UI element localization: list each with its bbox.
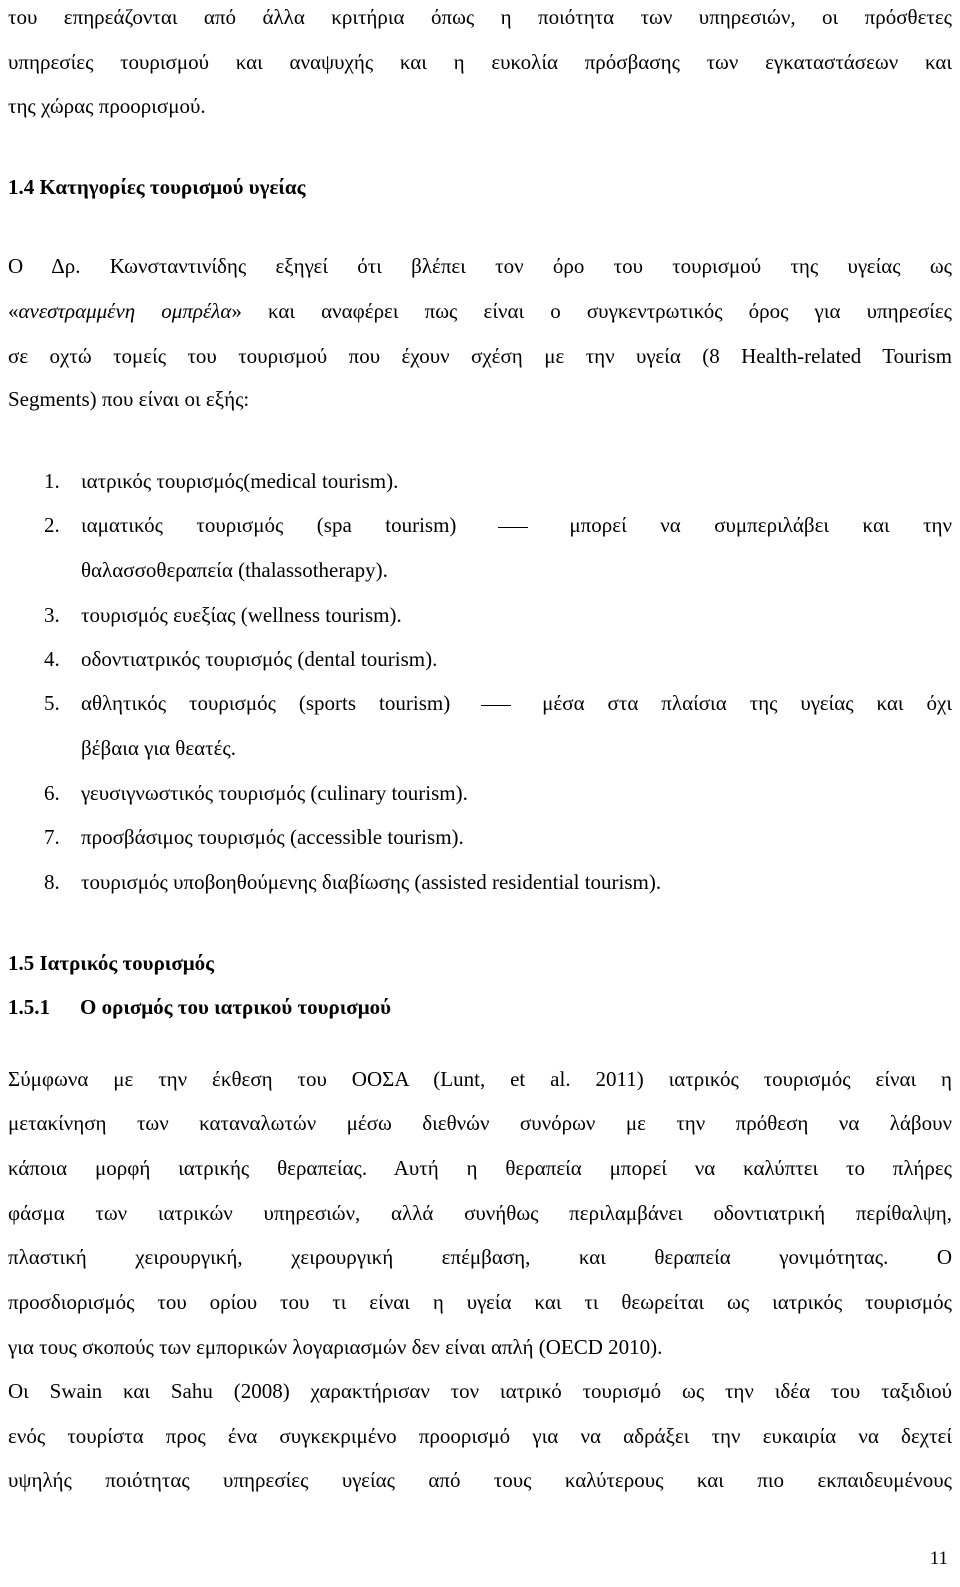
paragraph-line [8,298,952,324]
list-item: προσβάσιμος τουρισμός (accessible tourism). [81,825,464,849]
paragraph-line: Ο Δρ. Κωνσταντινίδης εξηγεί ότι βλέπει τον όρο του τουρισμού της υγείας ως [8,254,952,278]
paragraph-line: κάποια μορφή ιατρικής θεραπείας. Αυτή η θεραπεία μπορεί να καλύπτει το πλήρες [8,1156,952,1180]
subsection-number: 1.5.1 [8,995,50,1019]
list-number: 5. [44,691,60,715]
list-number: 7. [44,825,60,849]
subsection-heading-1-5-1: Ο ορισμός του ιατρικού τουρισμού [80,995,392,1019]
list-number: 6. [44,781,60,805]
list-item: τουρισμός ευεξίας (wellness tourism). [81,603,402,627]
paragraph-line: της χώρας προορισμού. [8,94,206,118]
list-number: 8. [44,870,60,894]
list-item: γευσιγνωστικός τουρισμός (culinary tourism). [81,781,468,805]
paragraph-line: Οι Swain και Sahu (2008) χαρακτήρισαν τον ιατρικό τουρισμό ως την ιδέα του ταξιδιού [8,1379,952,1403]
paragraph-line: υπηρεσίες τουρισμού και αναψυχής και η ευκολία πρόσβασης των εγκαταστάσεων και [8,50,952,74]
paragraph-line: υψηλής ποιότητας υπηρεσίες υγείας από τους καλύτερους και πιο εκπαιδευμένους [8,1468,952,1492]
paragraph-line: του επηρεάζονται από άλλα κριτήρια όπως η ποιότητα των υπηρεσιών, οι πρόσθετες [8,5,952,29]
list-item: οδοντιατρικός τουρισμός (dental tourism). [81,647,438,671]
list-item-part: αθλητικός τουρισμός (sports tourism) [81,691,451,715]
list-item [81,512,952,538]
list-item: τουρισμός υποβοηθούμενης διαβίωσης (assisted residential tourism). [81,870,662,894]
list-item-continuation: βέβαια για θεατές. [81,736,236,760]
list-number: 4. [44,647,60,671]
paragraph-line: για τους σκοπούς των εμπορικών λογαριασμών δεν είναι απλή (OECD 2010). [8,1335,663,1359]
list-item [81,690,952,716]
page-number: 11 [929,1548,948,1569]
list-number: 3. [44,603,60,627]
paragraph-line: προσδιορισμός του ορίου του τι είναι η υγεία και τι θεωρείται ως ιατρικός τουρισμός [8,1290,952,1314]
paragraph-line: μετακίνηση των καταναλωτών μέσω διεθνών συνόρων με την πρόθεση να λάβουν [8,1111,952,1135]
paragraph-line: σε οχτώ τομείς του τουρισμού που έχουν σχέση με την υγεία (8 Health-related Tourism [8,344,952,368]
list-item: ιατρικός τουρισμός(medical tourism). [81,469,399,493]
list-item-part: μπορεί να συμπεριλάβει και την [569,513,953,537]
quote-open: « [8,299,19,323]
list-number: 2. [44,513,60,537]
paragraph-line: ενός τουρίστα προς ένα συγκεκριμένο προορισμό για να αδράξει την ευκαιρία να δεχτεί [8,1424,952,1448]
paragraph-line: πλαστική χειρουργική, χειρουργική επέμβαση, και θεραπεία γονιμότητας. Ο [8,1245,952,1269]
section-heading-1-4: 1.4 Κατηγορίες τουρισμού υγείας [8,175,306,199]
paragraph-line: Σύμφωνα με την έκθεση του ΟΟΣΑ (Lunt, et al. 2011) ιατρικός τουρισμός είναι η [8,1067,952,1091]
list-item-continuation: θαλασσοθεραπεία (thalassotherapy). [81,558,388,582]
list-number: 1. [44,469,60,493]
italic-term: ανεστραμμένη ομπρέλα [18,299,232,323]
section-heading-1-5: 1.5 Ιατρικός τουρισμός [8,951,215,975]
list-item-part: μέσα στα πλαίσια της υγείας και όχι [542,691,952,715]
paragraph-line: Segments) που είναι οι εξής: [8,387,250,411]
line-rest: » και αναφέρει πως είναι ο συγκεντρωτικός όρος για υπηρεσίες [231,299,952,323]
paragraph-line: φάσμα των ιατρικών υπηρεσιών, αλλά συνήθως περιλαμβάνει οδοντιατρική περίθαλψη, [8,1201,952,1225]
em-dash [498,527,528,528]
em-dash [481,705,511,706]
list-item-part: ιαματικός τουρισμός (spa tourism) [81,513,457,537]
